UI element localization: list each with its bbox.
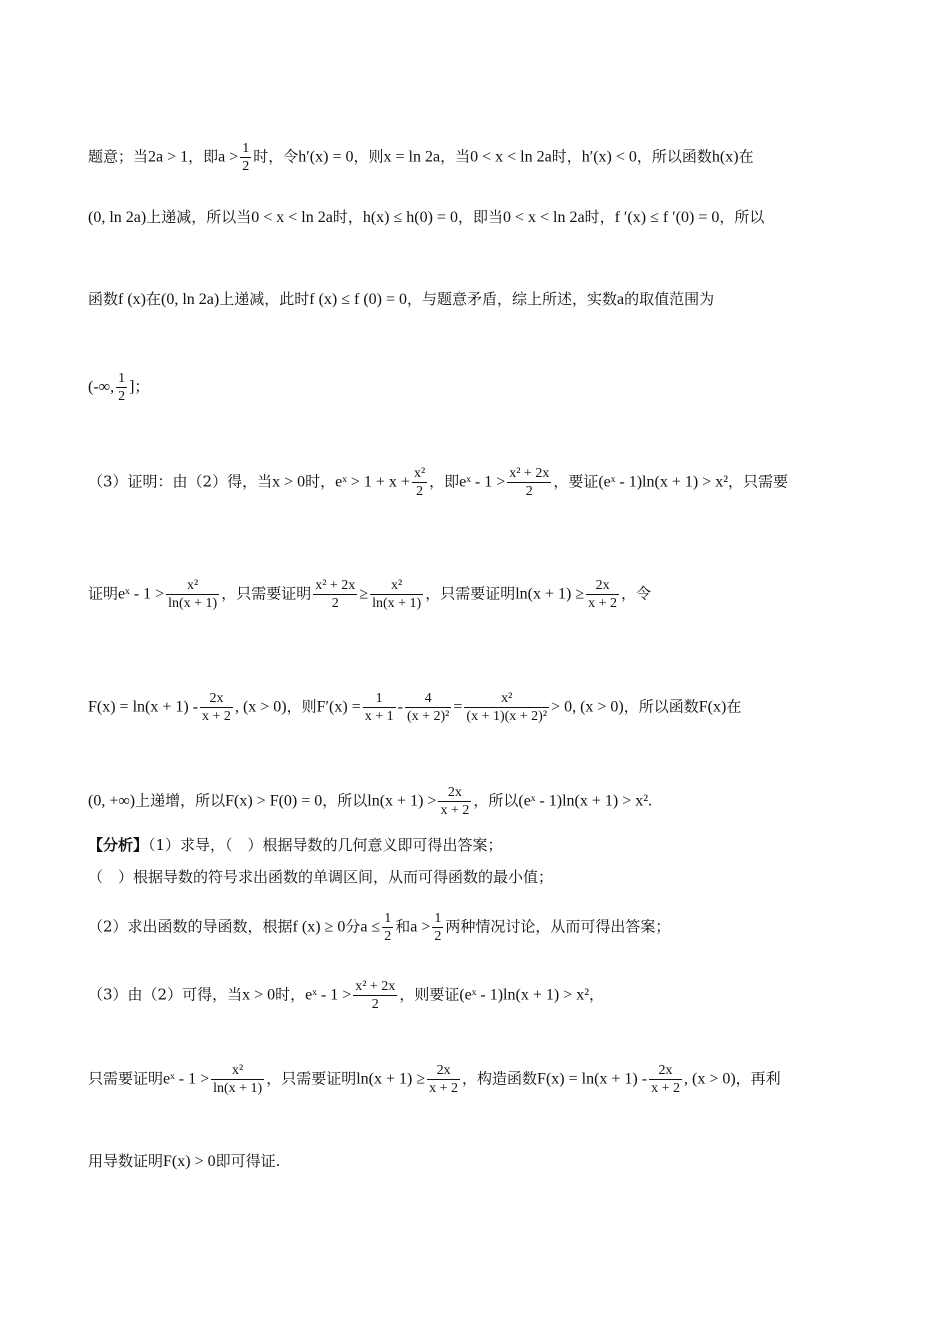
text-run: ，只需要证明	[425, 584, 516, 603]
math-expression: a ≤	[360, 918, 381, 936]
text-line	[88, 370, 868, 405]
fraction-denominator: (x + 2)²	[406, 709, 450, 724]
fraction-numerator: 2x	[586, 577, 619, 595]
math-expression: 0 < x < ln 2a	[502, 209, 585, 226]
math-expression: F(x) = ln(x + 1) -	[537, 1070, 648, 1088]
text-line	[88, 140, 868, 175]
text-run: （ ）根据导数的符号求出函数的单调区间，从而可得函数的最小值；	[88, 868, 554, 886]
math-expression: (0, ln 2a)	[88, 209, 147, 226]
fraction	[412, 465, 427, 500]
math-expression: eˣ - 1 >	[163, 1070, 210, 1088]
fraction-denominator: ln(x + 1)	[213, 1081, 263, 1096]
fraction-numerator: 1	[384, 911, 392, 926]
math-expression: eˣ > 1 + x +	[335, 473, 410, 491]
text-run: 上递减，所以当	[146, 208, 252, 226]
math-expression: -	[397, 698, 403, 716]
fraction-numerator: x²	[370, 577, 423, 595]
fraction-denominator: x + 2	[440, 803, 470, 818]
math-expression: ≥	[359, 585, 369, 603]
fraction-denominator: x + 2	[202, 709, 231, 724]
fraction-denominator: 2	[371, 997, 379, 1012]
fraction-numerator: x² + 2x	[315, 578, 356, 593]
fraction-numerator: x²	[413, 466, 426, 481]
text-line	[88, 910, 868, 945]
math-expression: x > 0	[242, 986, 276, 1004]
text-run: ，只需要	[728, 472, 789, 491]
text-line	[88, 834, 868, 856]
text-run: 题意；当	[88, 147, 149, 166]
text-run: （3）证明：由（2）得，当	[88, 472, 273, 491]
math-expression: f (x)	[118, 291, 146, 308]
fraction-numerator: 2x	[438, 784, 471, 802]
text-run: ，所以	[473, 791, 519, 810]
fraction-numerator: x²	[464, 690, 549, 708]
math-expression: F(x) > F(0) = 0	[225, 792, 323, 810]
text-run: ，只需要证明	[266, 1069, 357, 1088]
fraction	[313, 577, 357, 612]
fraction-denominator: x + 2	[651, 1081, 680, 1096]
math-expression: 0 < x < ln 2a	[251, 209, 333, 226]
text-run: 和	[395, 917, 411, 936]
fraction-numerator: 2x	[649, 1062, 682, 1080]
text-run: 在	[726, 697, 742, 716]
fraction-numerator: 1	[363, 690, 396, 708]
fraction	[382, 910, 393, 945]
text-run: ，要证	[553, 472, 599, 491]
text-run: （3）由（2）可得，当	[88, 985, 243, 1004]
fraction-denominator: (x + 1)(x + 2)²	[466, 709, 548, 724]
text-run: ，当	[440, 147, 471, 166]
fraction-denominator: 2	[525, 484, 533, 499]
math-expression: ln(x + 1) ≥	[356, 1070, 426, 1088]
fraction	[363, 690, 396, 725]
fraction-denominator: 2	[242, 159, 250, 174]
math-expression: =	[453, 698, 463, 716]
fraction-numerator: 4	[405, 690, 451, 708]
fraction-numerator: x²	[211, 1062, 264, 1080]
text-run: ，构造函数	[462, 1069, 538, 1088]
fraction-numerator: 2x	[200, 690, 233, 708]
math-expression: F(x)	[698, 698, 727, 716]
fraction	[427, 1062, 460, 1097]
math-expression: h′(x) = 0	[298, 148, 354, 166]
math-expression: h(x)	[711, 148, 739, 166]
fraction-denominator: 2	[331, 596, 339, 611]
fraction-numerator: 1	[242, 141, 250, 156]
fraction	[432, 910, 443, 945]
text-run: ，则要证	[399, 985, 460, 1004]
fraction	[211, 1062, 264, 1097]
text-run: 时，	[332, 208, 363, 226]
text-run: 时，	[275, 985, 306, 1004]
math-expression: , (x > 0)	[683, 1070, 736, 1088]
text-line	[88, 206, 868, 229]
text-line	[88, 1150, 868, 1173]
math-expression: x = ln 2a	[383, 148, 441, 166]
text-line	[88, 690, 868, 725]
math-expression: (0, ln 2a)	[161, 291, 220, 308]
text-run: （2）求出函数的导函数，根据	[88, 917, 293, 936]
math-expression: a >	[218, 148, 239, 166]
text-run: ，所以	[322, 791, 368, 810]
fraction	[240, 140, 251, 175]
fraction-denominator: 2	[434, 929, 442, 944]
fraction-denominator: 2	[118, 389, 126, 404]
math-expression: ln(x + 1) >	[367, 792, 437, 810]
text-run: ，即	[188, 147, 219, 166]
math-expression: , (x > 0)	[234, 698, 287, 716]
math-expression: f ′(x) ≤ f ′(0) = 0	[614, 209, 720, 226]
math-expression: (eˣ - 1)ln(x + 1) > x²	[598, 473, 728, 491]
text-run: 的取值范围为	[624, 290, 715, 308]
section-label: 【分析】	[88, 836, 149, 854]
fraction	[405, 690, 451, 725]
text-run: ，则	[353, 147, 384, 166]
math-expression: 2a > 1	[148, 148, 189, 166]
fraction	[353, 978, 397, 1013]
math-expression: a	[617, 291, 625, 308]
text-run: 时，令	[253, 147, 299, 166]
text-run: ；	[134, 377, 150, 396]
fraction-numerator: x² + 2x	[509, 466, 550, 481]
fraction-denominator: 2	[384, 929, 392, 944]
text-run: ，即当	[457, 208, 503, 226]
text-run: ，令	[621, 584, 652, 603]
fraction	[116, 370, 127, 405]
math-expression: eˣ - 1 >	[118, 585, 165, 603]
math-expression: f (x) ≤ f (0) = 0	[309, 291, 408, 308]
fraction-denominator: x + 1	[364, 709, 394, 724]
text-run: 时，	[584, 208, 615, 226]
math-expression: > 0, (x > 0)	[551, 698, 624, 716]
fraction	[438, 784, 471, 819]
text-run: 时，	[551, 147, 582, 166]
text-run: ，再利	[735, 1069, 781, 1088]
math-expression: f (x) ≥ 0	[292, 918, 346, 936]
math-expression: F(x) > 0	[163, 1153, 216, 1170]
fraction	[507, 465, 551, 500]
text-run: ，所以函数	[636, 147, 712, 166]
math-expression: x > 0	[272, 473, 306, 491]
fraction-numerator: 1	[118, 371, 126, 386]
math-expression: h(x) ≤ h(0) = 0	[362, 209, 458, 226]
math-expression: (-∞,	[88, 378, 115, 396]
text-run: 即可得证.	[215, 1152, 281, 1170]
math-expression: (0, +∞)	[88, 792, 136, 810]
text-run: 用导数证明	[88, 1152, 164, 1170]
text-run: 在	[738, 147, 754, 166]
math-expression: F(x) = ln(x + 1) -	[88, 698, 199, 716]
fraction	[370, 577, 423, 612]
text-run: ，所以	[719, 208, 765, 226]
fraction	[200, 690, 233, 725]
text-line	[88, 1062, 868, 1097]
text-run: ，	[588, 985, 604, 1004]
math-expression: (eˣ - 1)ln(x + 1) > x².	[518, 792, 653, 810]
math-expression: eˣ - 1 >	[305, 986, 352, 1004]
fraction-numerator: x² + 2x	[355, 979, 396, 994]
text-run: 证明	[88, 584, 119, 603]
math-expression: 0 < x < ln 2a	[470, 148, 552, 166]
text-run: ，即	[429, 472, 460, 491]
text-line	[88, 784, 868, 819]
fraction-numerator: 2x	[427, 1062, 460, 1080]
fraction-denominator: ln(x + 1)	[168, 596, 218, 611]
text-run: 时，	[305, 472, 336, 491]
fraction	[166, 577, 219, 612]
text-run: 函数	[88, 290, 119, 308]
text-line	[88, 577, 868, 612]
math-expression: ]	[129, 378, 135, 396]
text-run: 上递减，此时	[219, 290, 310, 308]
math-expression: (eˣ - 1)ln(x + 1) > x²	[459, 986, 589, 1004]
text-line	[88, 866, 868, 888]
text-run: ，则	[286, 697, 317, 716]
fraction-denominator: ln(x + 1)	[372, 596, 422, 611]
text-line	[88, 465, 868, 500]
text-run: 只需要证明	[88, 1069, 164, 1088]
text-run: 两种情况讨论，从而可得出答案；	[445, 917, 671, 936]
math-expression: F′(x) =	[316, 698, 361, 716]
text-run: ，与题意矛盾，综上所述，实数	[407, 290, 618, 308]
text-run: （1）求导，（ ）根据导数的几何意义即可得出答案；	[148, 836, 503, 854]
text-line	[88, 978, 868, 1013]
fraction	[649, 1062, 682, 1097]
fraction-denominator: x + 2	[588, 596, 618, 611]
math-expression: ln(x + 1) ≥	[515, 585, 585, 603]
text-run: 上递增，所以	[135, 791, 226, 810]
text-run: 分	[345, 917, 361, 936]
fraction-numerator: x²	[166, 577, 219, 595]
text-run: 在	[146, 290, 162, 308]
fraction	[464, 690, 549, 725]
fraction-denominator: 2	[416, 484, 424, 499]
text-run: ，只需要证明	[221, 584, 312, 603]
math-expression: h′(x) < 0	[581, 148, 637, 166]
math-expression: a >	[410, 918, 431, 936]
text-line	[88, 288, 868, 311]
text-run: ，所以函数	[623, 697, 699, 716]
fraction	[586, 577, 619, 612]
math-expression: eˣ - 1 >	[459, 473, 506, 491]
fraction-denominator: x + 2	[429, 1081, 459, 1096]
fraction-numerator: 1	[434, 911, 442, 926]
